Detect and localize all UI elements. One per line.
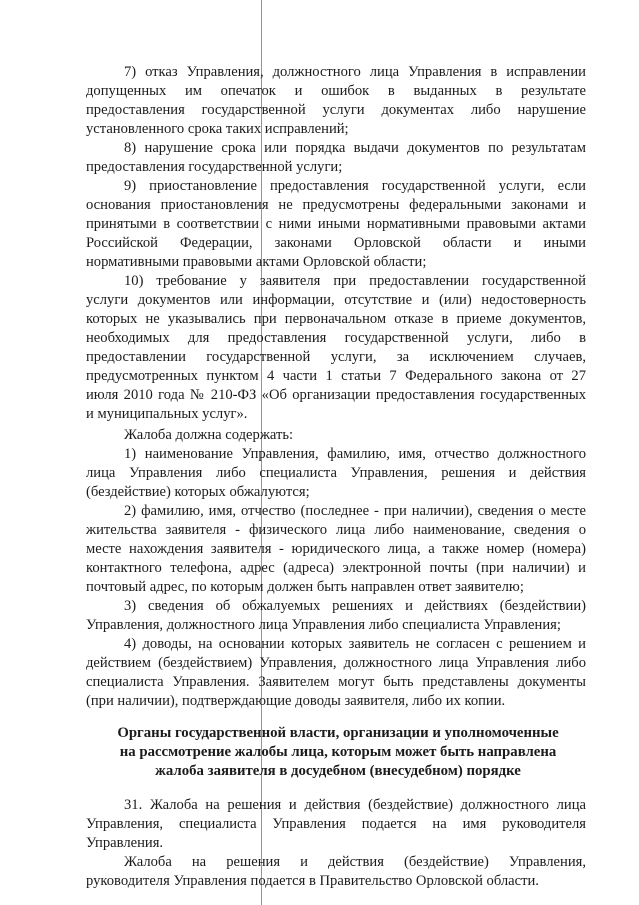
document-text-line: 3) сведения об обжалуемых решениях и действиях (бездействии) xyxy=(124,598,586,614)
document-text-line: специалиста Управления. Заявителем могут быть представлены документы xyxy=(86,674,586,690)
document-text-line: контактного телефона, адрес (адреса) электронной почты (при наличии) и xyxy=(86,560,586,576)
section-heading-line: жалоба заявителя в досудебном (внесудебном) порядке xyxy=(155,763,521,779)
document-text-line: жительства заявителя - физического лица либо наименование, сведения о xyxy=(86,522,586,538)
document-text-line: 8) нарушение срока или порядка выдачи документов по результатам xyxy=(124,140,586,156)
document-text-line: 1) наименование Управления, фамилию, имя, отчество должностного xyxy=(124,446,586,462)
document-text-line: предоставления государственной услуги документах либо нарушение xyxy=(86,102,586,118)
document-text-line: 4) доводы, на основании которых заявитель не согласен с решением и xyxy=(124,636,586,652)
document-text-line: 2) фамилию, имя, отчество (последнее - при наличии), сведения о месте xyxy=(124,503,586,519)
document-text-line: Жалоба должна содержать: xyxy=(124,427,294,443)
document-text-line: (бездействие) которых обжалуются; xyxy=(86,484,310,500)
document-text-line: 10) требование у заявителя при предоставлении государственной xyxy=(124,273,586,289)
document-text-line: Жалоба на решения и действия (бездействие) Управления, xyxy=(124,854,586,870)
document-text-line: услуги документов или информации, отсутствие и (или) недостоверность xyxy=(86,292,586,308)
section-heading-line: Органы государственной власти, организации и уполномоченные xyxy=(117,725,559,741)
document-text-line: (при наличии), подтверждающие доводы заявителя, либо их копии. xyxy=(86,693,506,709)
document-text-line: Управления, должностного лица Управления либо специалиста Управления; xyxy=(86,617,561,633)
document-text-line: Управления. xyxy=(86,835,164,851)
document-text-line: нормативными правовыми актами Орловской области; xyxy=(86,254,427,270)
document-text-line: июля 2010 года № 210-ФЗ «Об организации предоставления государственных xyxy=(86,387,586,403)
document-text-line: 9) приостановление предоставления государственной услуги, если xyxy=(124,178,586,194)
document-text-line: предоставлении государственной услуги, за исключением случаев, xyxy=(86,349,586,365)
document-text-line: которых не указывались при первоначальном отказе в приеме документов, xyxy=(86,311,586,327)
document-text-line: лица Управления либо специалиста Управления, решения и действия xyxy=(86,465,586,481)
document-text-line: допущенных им опечаток и ошибок в выданных в результате xyxy=(86,83,586,99)
document-text-line: и муниципальных услуг». xyxy=(86,406,248,422)
document-text-line: основания приостановления не предусмотрены федеральными законами и xyxy=(86,197,586,213)
document-text-line: действием (бездействием) Управления, должностного лица Управления либо xyxy=(86,655,586,671)
document-text-line: Управления, специалиста Управления подается на имя руководителя xyxy=(86,816,586,832)
document-text-line: предусмотренных пунктом 4 части 1 статьи 7 Федерального закона от 27 xyxy=(86,368,586,384)
document-text-line: Российской Федерации, законами Орловской области и иными xyxy=(86,235,586,251)
document-text-line: месте нахождения заявителя - юридического лица, а также номер (номера) xyxy=(86,541,586,557)
document-text-line: необходимых для предоставления государственной услуги, либо в xyxy=(86,330,586,346)
section-heading-line: на рассмотрение жалобы лица, которым может быть направлена xyxy=(119,744,557,760)
document-text-line: 7) отказ Управления, должностного лица Управления в исправлении xyxy=(124,64,586,80)
document-text-line: принятыми в соответствии с ними иными нормативными правовыми актами xyxy=(86,216,586,232)
document-text-line: предоставления государственной услуги; xyxy=(86,159,343,175)
document-text-line: руководителя Управления подается в Правительство Орловской области. xyxy=(86,873,539,889)
document-text-line: почтовый адрес, по которым должен быть направлен ответ заявителю; xyxy=(86,579,524,595)
document-text-line: 31. Жалоба на решения и действия (бездействие) должностного лица xyxy=(124,797,586,813)
document-text-line: установленного срока таких исправлений; xyxy=(86,121,349,137)
